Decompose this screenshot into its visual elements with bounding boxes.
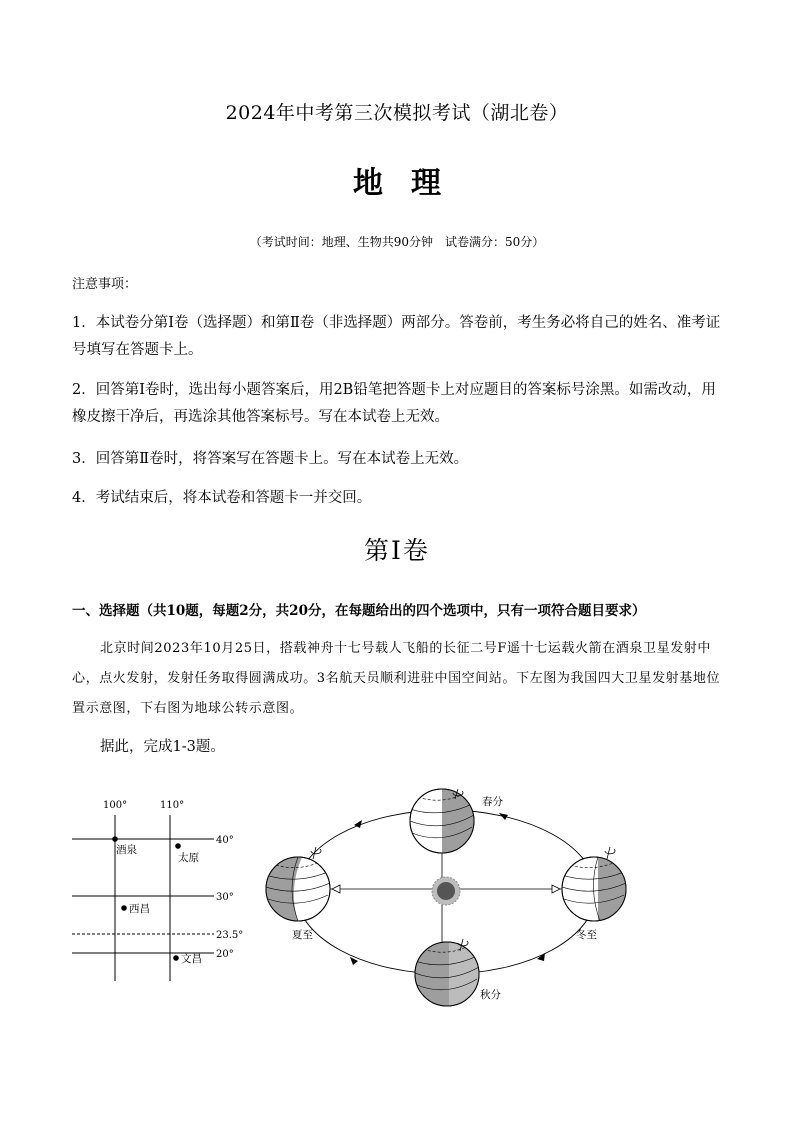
earth-autumn	[412, 938, 480, 1007]
longitude-label: 110°	[160, 800, 185, 811]
latitude-label: 40°	[216, 835, 234, 846]
exam-title: 2024年中考第三次模拟考试（湖北卷）	[225, 102, 569, 124]
orbit-arrow	[499, 813, 508, 820]
notice-item-4: 4．考试结束后，将本试卷和答题卡一并交回。	[72, 490, 372, 506]
earth-orbit-diagram	[262, 775, 634, 1007]
site-marker	[112, 836, 118, 842]
site-label: 文昌	[181, 953, 202, 965]
orbit-position-label: 秋分	[480, 989, 501, 1001]
site-label: 酒泉	[116, 844, 137, 856]
notice-item-3: 3．回答第Ⅱ卷时，将答案写在答题卡上。写在本试卷上无效。	[72, 451, 469, 467]
orbit-position-label: 春分	[482, 796, 503, 808]
latitude-label: 20°	[216, 949, 234, 960]
longitude-label: 100°	[103, 800, 128, 811]
question-prompt: 据此，完成1-3题。	[100, 739, 225, 755]
site-marker	[175, 843, 181, 849]
earth-winter	[562, 847, 628, 921]
site-marker	[121, 905, 127, 911]
latitude-label: 23.5°	[216, 930, 244, 941]
notice-item-2: 2．回答第Ⅰ卷时，选出每小题答案后，用2B铅笔把答题卡上对应题目的答案标号涂黑。如需改动，用橡皮擦干净后，再选涂其他答案标号。写在本试卷上无效。	[72, 382, 716, 425]
part-heading: 第Ⅰ卷	[364, 536, 430, 565]
site-label: 太原	[178, 852, 199, 864]
subject-title: 地理	[353, 166, 469, 201]
question-passage: 北京时间2023年10月25日，搭载神舟十七号载人飞船的长征二号F遥十七运载火箭在酒泉卫星发射中心，点火发射，发射任务取得圆满成功。3名航天员顺利进驻中国空间站。下左图为我国四大卫星发射基地位置示意图，下右图为地球公转示意图。	[72, 641, 721, 716]
notice-item-1: 1．本试卷分第Ⅰ卷（选择题）和第Ⅱ卷（非选择题）两部分。答卷前，考生务必将自己的姓名、准考证号填写在答题卡上。	[72, 315, 721, 358]
site-marker	[173, 955, 179, 961]
site-label: 西昌	[129, 903, 150, 915]
sun-core	[437, 882, 455, 900]
exam-info: （考试时间：地理、生物共90分钟 试卷满分：50分）	[249, 235, 545, 249]
earth-spring	[410, 785, 482, 857]
latitude-label: 30°	[216, 892, 234, 903]
launch-sites-map	[66, 795, 266, 985]
section-heading: 一、选择题（共10题，每题2分，共20分，在每题给出的四个选项中，只有一项符合题目要求）	[72, 603, 646, 619]
orbit-position-label: 冬至	[576, 929, 597, 941]
notice-heading: 注意事项：	[72, 277, 138, 292]
orbit-position-label: 夏至	[292, 929, 313, 941]
earth-summer	[266, 847, 330, 921]
